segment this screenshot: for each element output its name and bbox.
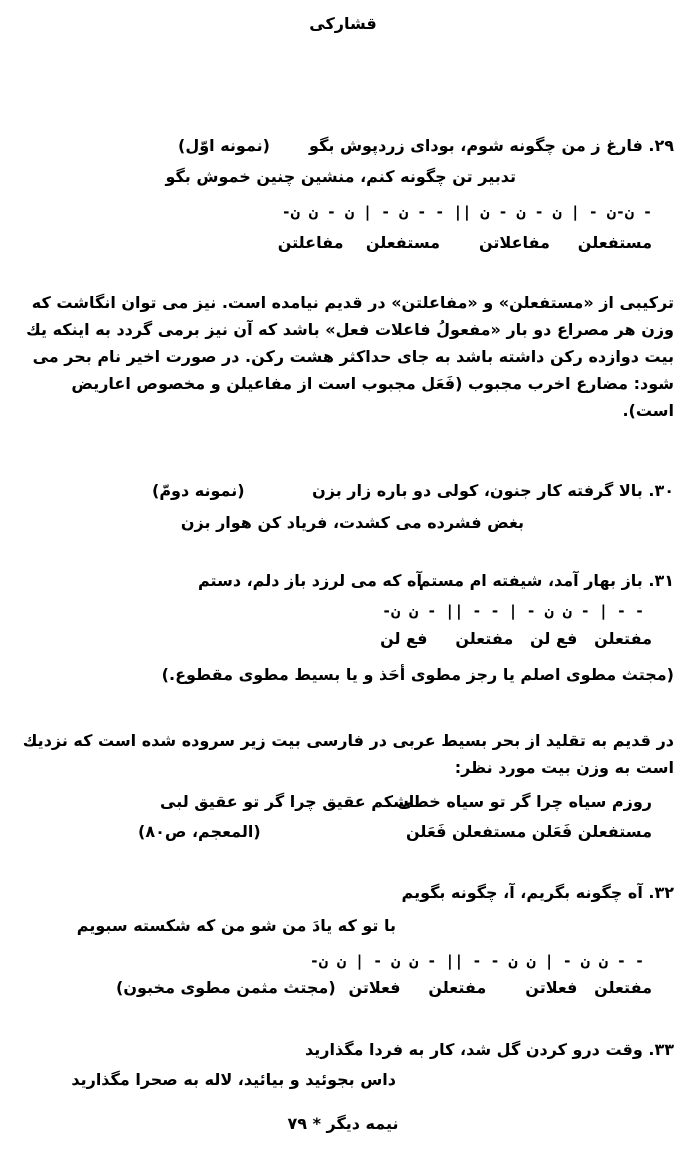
- paragraph-2: در قدیم به تقلید از بحر بسیط عربی در فارسی بیت زیر سروده شده است که نزدیك است به وزن بیت مورد نظر:: [22, 731, 674, 777]
- poem-32-line-2: با تو که یادَ من شو من که شکسته سبویم: [76, 916, 396, 935]
- poem-31-meter: (مجتث مطوی اصلم یا رجز مطوی أحَذ و یا بسیط مطوی مقطوع.): [161, 665, 674, 684]
- poem-30-line-2: بغض فشرده می کشدت، فریاد کن هوار بزن: [180, 513, 524, 532]
- foot: مستفعلن: [577, 233, 652, 252]
- poem-29-line-1: ۲۹. فارغ ز من چگونه شوم، بودای زردپوش بگو: [309, 136, 674, 155]
- poem-33-line-1: ۳۳. وقت درو کردن گل شد، کار به فردا مگذارید: [305, 1040, 674, 1059]
- poem-32-meter: (مجتث مثمن مطوی مخبون): [116, 978, 336, 997]
- foot: مفتعلن: [594, 978, 652, 997]
- poem-30-note: (نمونه دومّ): [152, 481, 245, 500]
- poem-33-line-2: داس بجوئید و بیائید، لاله به صحرا مگذارید: [71, 1070, 396, 1089]
- foot: فع لن: [529, 629, 578, 648]
- quote-line-1a: روزم سیاه چرا گر تو سیاه خطی: [397, 792, 652, 811]
- page-footer: نیمه دیگر * ۷۹: [287, 1114, 399, 1133]
- poem-31-feet: [380, 629, 652, 648]
- poem-33-number: ۳۳.: [642, 1040, 674, 1059]
- foot: مفاعلاتن: [479, 233, 550, 252]
- poem-32-number: ۳۲.: [642, 883, 674, 902]
- poem-29-line-2: تدبیر تن چگونه کنم، منشین چنین خموش بگو: [165, 167, 516, 186]
- poem-30-number: ۳۰.: [642, 481, 674, 500]
- foot: فعلاتن: [348, 978, 401, 997]
- foot: مستفعلن: [365, 233, 441, 252]
- foot: مفتعلن: [428, 978, 487, 997]
- foot: مفاعلتن: [277, 233, 344, 252]
- poem-29-number: ۲۹.: [642, 136, 674, 155]
- poem-29-scansion: -ن-ن - | ن - ن - ن || - - ن - | ن - ن ن -: [281, 203, 652, 221]
- quote-citation: (المعجم، ص۸۰): [138, 822, 261, 841]
- poem-29-feet: [278, 233, 652, 252]
- quote-line-2: مستفعلن فَعَلن مستفعلن فَعَلن: [406, 822, 652, 841]
- poem-32-scansion: -ن ن - | ن ن - - || - ن ن - | ن ن - -: [309, 952, 644, 970]
- foot: مفتعلن: [594, 629, 652, 648]
- poem-31-number: ۳۱.: [642, 571, 674, 590]
- foot: مفتعلن: [455, 629, 514, 648]
- poem-31-line-1: ۳۱. باز بهار آمد، شیفته ام مستم: [418, 571, 674, 590]
- page-title: قشارکی: [309, 14, 377, 33]
- poem-32-line-1: ۳۲. آه چگونه بگریم، آ، چگونه بگویم: [401, 883, 674, 902]
- poem-31-line-1b: آه که می لرزد باز دلم، دستم: [198, 571, 422, 590]
- foot: فع لن: [380, 629, 428, 648]
- poem-29-note: (نمونه اوّل): [178, 136, 270, 155]
- quote-line-1b: اشکم عقیق چرا گر تو عقیق لبی: [160, 792, 415, 811]
- poem-31-scansion: -ن ن - | - - || - ن ن - | - -: [382, 602, 644, 620]
- foot: فعلاتن: [525, 978, 578, 997]
- poem-30-line-1: ۳۰. بالا گرفته کار جنون، کولی دو باره زار بزن: [312, 481, 674, 500]
- paragraph-1: ترکیبی از «مستفعلن» و «مفاعلتن» در قدیم نیامده است. نیز می توان انگاشت که وزن هر مصراع دو بار «مفعولُ فاعلات فعل» باشد که آن نیز برمی گردد به اینکه یك بیت دوازده رکن داشته باشد به جای حداکثر هشت رکن. در صورت اخیر نام بحر می شود: مضارع اخرب مجبوب (فَعَل مجبوب است از مفاعیلن و مخصوص اعاریض است).: [26, 293, 674, 420]
- poem-32-feet: [348, 978, 652, 997]
